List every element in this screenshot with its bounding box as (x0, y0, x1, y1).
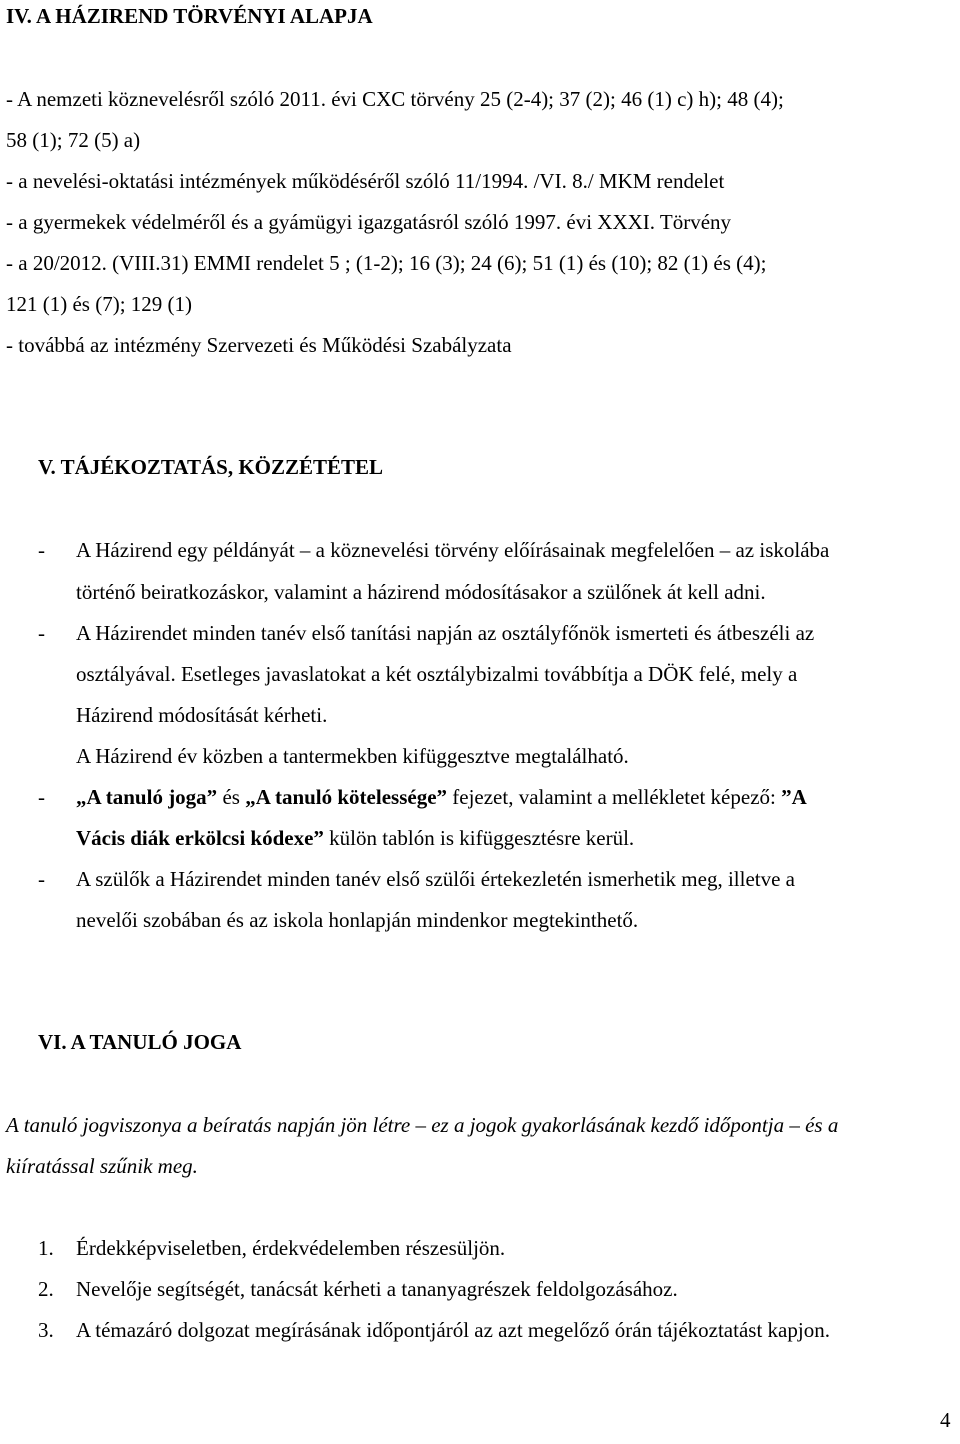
section-heading-v: V. TÁJÉKOZTATÁS, KÖZZÉTÉTEL (38, 455, 384, 479)
paragraph-line: osztályával. Esetleges javaslatokat a két osztálybizalmi továbbítja a DÖK felé, mely a (76, 662, 798, 686)
annex-title: Vácis diák erkölcsi kódexe” (76, 826, 324, 850)
paragraph-line: A szülők a Házirendet minden tanév első szülői értekezletén ismerhetik meg, illetve a (76, 867, 795, 891)
list-item: Érdekképviseletben, érdekvédelemben részesüljön. (76, 1236, 506, 1260)
list-item: A témazáró dolgozat megírásának időpontjáról az azt megelőző órán tájékoztatást kapjon. (76, 1318, 830, 1342)
law-line: - továbbá az intézmény Szervezeti és Működési Szabályzata (6, 333, 512, 357)
intro-line: kiíratással szűnik meg. (6, 1154, 198, 1178)
intro-line: A tanuló jogviszonya a beíratás napján jön létre – ez a jogok gyakorlásának kezdő időpontja – és a (6, 1113, 839, 1137)
bullet-dash: - (38, 785, 45, 809)
annex-title: ”A (781, 785, 807, 809)
connector-text: külön tablón is kifüggesztésre kerül. (323, 826, 635, 850)
law-line: - a gyermekek védelméről és a gyámügyi igazgatásról szóló 1997. évi XXXI. Törvény (6, 210, 732, 234)
bullet-dash: - (38, 867, 45, 891)
law-line: - a nevelési-oktatási intézmények működéséről szóló 11/1994. /VI. 8./ MKM rendelet (6, 169, 725, 193)
connector-text: fejezet, valamint a mellékletet képező: (447, 785, 782, 809)
section-heading-iv: IV. A HÁZIREND TÖRVÉNYI ALAPJA (6, 4, 373, 28)
paragraph-line: történő beiratkozáskor, valamint a házirend módosításakor a szülőnek át kell adni. (76, 580, 766, 604)
paragraph-line: Házirend módosítását kérheti. (76, 703, 328, 727)
list-number: 2. (38, 1277, 54, 1301)
chapter-title: „A tanuló kötelessége” (245, 785, 448, 809)
paragraph-line: A Házirendet minden tanév első tanítási napján az osztályfőnök ismerteti és átbeszéli az (76, 621, 815, 645)
list-number: 1. (38, 1236, 54, 1260)
paragraph-line: A Házirend egy példányát – a köznevelési törvény előírásainak megfelelően – az iskolába (76, 538, 830, 562)
page-number: 4 (940, 1408, 951, 1432)
list-item: Nevelője segítségét, tanácsát kérheti a tananyagrészek feldolgozásához. (76, 1277, 678, 1301)
paragraph-line: A Házirend év közben a tantermekben kifüggesztve megtalálható. (76, 744, 629, 768)
bullet-dash: - (38, 621, 45, 645)
law-line: 58 (1); 72 (5) a) (6, 128, 141, 152)
paragraph-line (76, 785, 807, 810)
chapter-title: „A tanuló joga” (76, 785, 218, 809)
paragraph-line (76, 826, 634, 851)
list-number: 3. (38, 1318, 54, 1342)
connector-text: és (217, 785, 246, 809)
paragraph-line: nevelői szobában és az iskola honlapján mindenkor megtekinthető. (76, 908, 639, 932)
law-line: - A nemzeti köznevelésről szóló 2011. évi CXC törvény 25 (2-4); 37 (2); 46 (1) c) h); 48 (4); (6, 87, 784, 111)
section-heading-vi: VI. A TANULÓ JOGA (38, 1030, 242, 1054)
bullet-dash: - (38, 538, 45, 562)
law-line: 121 (1) és (7); 129 (1) (6, 292, 193, 316)
law-line: - a 20/2012. (VIII.31) EMMI rendelet 5 ; (1-2); 16 (3); 24 (6); 51 (1) és (10); 82 (1) és (4); (6, 251, 767, 275)
